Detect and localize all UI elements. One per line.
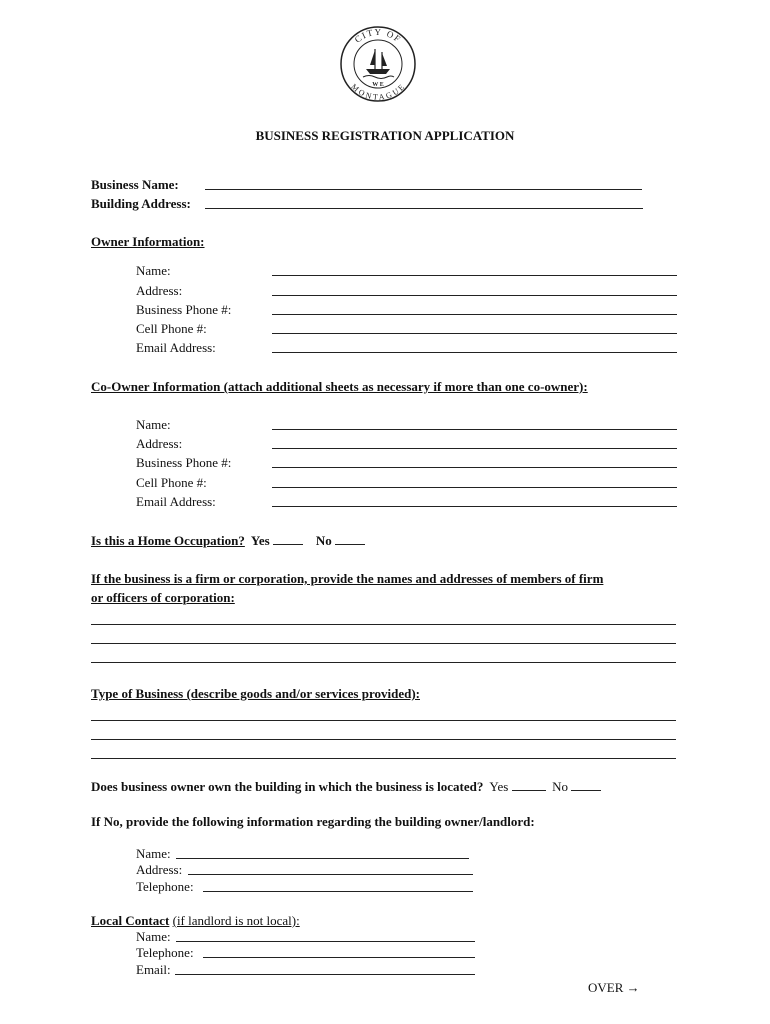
business-name-label: Business Name:: [91, 177, 179, 192]
city-seal-logo: [339, 25, 417, 103]
firm-members-line-2[interactable]: [91, 643, 676, 644]
local-contact-email-field[interactable]: [175, 974, 475, 975]
page-title: BUSINESS REGISTRATION APPLICATION: [255, 128, 515, 143]
firm-members-line-3[interactable]: [91, 662, 676, 663]
coowner-email-label: Email Address:: [136, 494, 216, 509]
home-occupation-no-label: No: [315, 533, 332, 548]
local-contact-name-label: Name:: [136, 929, 171, 944]
type-of-business-line-2[interactable]: [91, 739, 676, 740]
firm-heading-line1: If the business is a firm or corporation, provide the names and addresses of members of firm: [91, 571, 604, 586]
local-contact-email-label: Email:: [136, 962, 171, 977]
building-address-field[interactable]: [205, 208, 643, 209]
home-occupation-question: Is this a Home Occupation?: [91, 533, 245, 548]
owner-address-label: Address:: [136, 283, 183, 298]
owner-name-label: Name:: [136, 263, 171, 278]
local-contact-note: (if landlord is not local):: [172, 913, 300, 928]
own-building-no-field[interactable]: [571, 780, 601, 791]
right-arrow-icon: →: [626, 980, 640, 995]
firm-members-line-1[interactable]: [91, 624, 676, 625]
coowner-cell-phone-label: Cell Phone #:: [136, 475, 207, 490]
type-of-business-line-1[interactable]: [91, 720, 676, 721]
home-occupation-no-field[interactable]: [335, 534, 365, 545]
home-occupation-row: [91, 533, 365, 549]
coowner-address-field[interactable]: [272, 448, 677, 449]
own-building-row: [91, 779, 601, 795]
owner-cell-phone-field[interactable]: [272, 333, 677, 334]
building-address-label: Building Address:: [91, 196, 191, 211]
svg-text:CITY OF: [353, 27, 404, 45]
landlord-address-label: Address:: [136, 862, 183, 877]
coowner-cell-phone-field[interactable]: [272, 487, 677, 488]
coowner-name-field[interactable]: [272, 429, 677, 430]
home-occupation-yes-label: Yes: [250, 533, 270, 548]
coowner-email-field[interactable]: [272, 506, 677, 507]
owner-business-phone-label: Business Phone #:: [136, 302, 232, 317]
own-building-question: Does business owner own the building in which the business is located?: [91, 779, 484, 794]
seal-text-bottom: MONTAGUE: [349, 82, 407, 102]
owner-address-field[interactable]: [272, 295, 677, 296]
landlord-name-field[interactable]: [176, 858, 469, 859]
seal-mark: W E: [372, 82, 384, 88]
owner-heading: Owner Information:: [91, 234, 205, 249]
business-name-field[interactable]: [205, 189, 642, 190]
coowner-heading: Co-Owner Information (attach additional sheets as necessary if more than one co-owner):: [91, 379, 588, 394]
own-building-yes-label: Yes: [489, 779, 509, 794]
owner-name-field[interactable]: [272, 275, 677, 276]
coowner-name-label: Name:: [136, 417, 171, 432]
over-text: OVER: [588, 980, 624, 995]
own-building-yes-field[interactable]: [512, 780, 546, 791]
landlord-telephone-field[interactable]: [203, 891, 473, 892]
coowner-address-label: Address:: [136, 436, 183, 451]
local-contact-heading: Local Contact: [91, 913, 170, 928]
owner-business-phone-field[interactable]: [272, 314, 677, 315]
owner-email-field[interactable]: [272, 352, 677, 353]
owner-email-label: Email Address:: [136, 340, 216, 355]
landlord-heading: If No, provide the following information regarding the building owner/landlord:: [91, 814, 535, 829]
firm-heading-line2: or officers of corporation:: [91, 590, 235, 605]
landlord-telephone-label: Telephone:: [136, 879, 194, 894]
type-of-business-line-3[interactable]: [91, 758, 676, 759]
landlord-address-field[interactable]: [188, 874, 473, 875]
home-occupation-yes-field[interactable]: [273, 534, 303, 545]
owner-cell-phone-label: Cell Phone #:: [136, 321, 207, 336]
own-building-no-label: No: [552, 779, 568, 794]
coowner-business-phone-label: Business Phone #:: [136, 455, 232, 470]
coowner-business-phone-field[interactable]: [272, 467, 677, 468]
type-of-business-heading: Type of Business (describe goods and/or services provided):: [91, 686, 420, 701]
seal-text-top: CITY OF: [352, 26, 404, 45]
local-contact-row: [91, 913, 300, 929]
local-contact-name-field[interactable]: [176, 941, 475, 942]
over-note: [588, 980, 640, 996]
local-contact-telephone-label: Telephone:: [136, 945, 194, 960]
landlord-name-label: Name:: [136, 846, 171, 861]
local-contact-telephone-field[interactable]: [203, 957, 475, 958]
